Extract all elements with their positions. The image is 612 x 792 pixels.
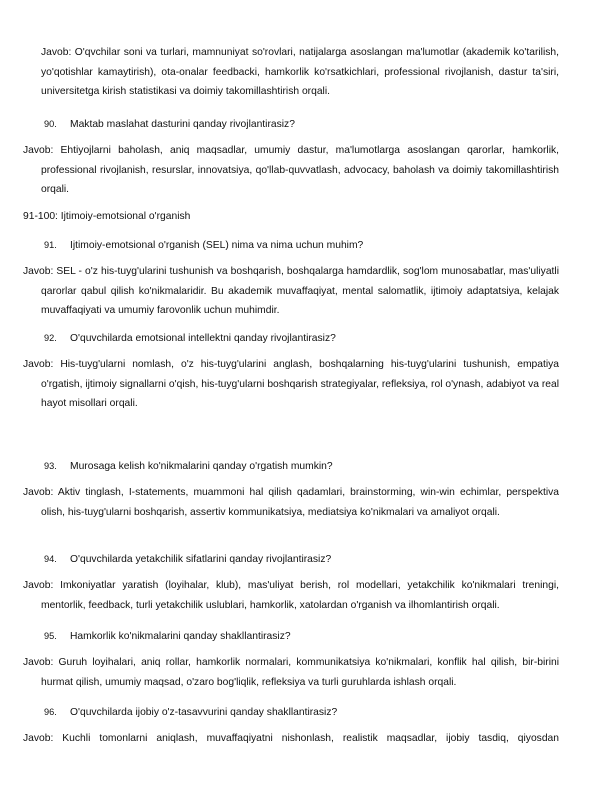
question-text: Maktab maslahat dasturini qanday rivojlantirasiz? xyxy=(70,119,295,130)
answer-91: Javob: SEL - o'z his-tuyg'ularini tushunish va boshqarish, boshqalarga hamdardlik, sog'lom munosabatlar, mas'uliyatli qarorlar qabul qilish ko'nikmalaridir. Bu akademik muvaffaqiyat, mental salomatlik, ijtimoiy adaptatsiya, kelajak muvaffaqiyati va umumiy farovonlik uchun muhimdir. xyxy=(23,266,559,316)
question-93 xyxy=(44,459,559,474)
question-95 xyxy=(44,629,559,644)
section-title: 91-100: Ijtimoiy-emotsional o'rganish xyxy=(23,211,191,222)
question-number: 90. xyxy=(44,119,57,129)
question-text: Murosaga kelish ko'nikmalarini qanday o'rgatish mumkin? xyxy=(70,461,333,472)
question-text: O'quvchilarda yetakchilik sifatlarini qanday rivojlantirasiz? xyxy=(70,554,332,565)
question-90 xyxy=(44,117,559,132)
question-number: 96. xyxy=(44,707,57,717)
question-text: O'quvchilarda ijobiy o'z-tasavvurini qanday shakllantirasiz? xyxy=(70,707,338,718)
question-number: 94. xyxy=(44,554,57,564)
question-text: Ijtimoiy-emotsional o'rganish (SEL) nima va nima uchun muhim? xyxy=(70,240,364,251)
question-number: 92. xyxy=(44,333,57,343)
answer-95: Javob: Guruh loyihalari, aniq rollar, hamkorlik normalari, kommunikatsiya ko'nikmalari, konflik hal qilish, bir-birini hurmat qilish, umumiy maqsad, o'zaro bog'liqlik, refleksiya va turli guruhlarda ishlash orqali. xyxy=(23,657,559,688)
answer-continuation: Javob: O'qvchilar soni va turlari, mamnuniyat so'rovlari, natijalarga asoslangan ma'lumotlar (akademik ko'tarilish, yo'qotishlar kamaytirish), ota-onalar feedbacki, hamkorlik ko'rsatkichlari, professional rivojlanish, dastur ta'siri, universitetga kirish statistikasi va doimiy takomillashtirish orqali. xyxy=(41,47,559,97)
question-text: O'quvchilarda emotsional intellektni qanday rivojlantirasiz? xyxy=(70,333,336,344)
answer-96: Javob: Kuchli tomonlarni aniqlash, muvaffaqiyatni nishonlash, realistik maqsadlar, ijobiy tasdiq, qiyosdan xyxy=(23,733,559,744)
question-number: 95. xyxy=(44,631,57,641)
question-91 xyxy=(44,238,559,253)
answer-93: Javob: Aktiv tinglash, I-statements, muammoni hal qilish qadamlari, brainstorming, win-win echimlar, perspektiva olish, his-tuyg'ularni boshqarish, assertiv kommunikatsiya, mediatsiya ko'nikmalari va amaliyot orqali. xyxy=(23,487,559,518)
answer-94: Javob: Imkoniyatlar yaratish (loyihalar, klub), mas'uliyat berish, rol modellari, yetakchilik ko'nikmalari treningi, mentorlik, feedback, turli yetakchilik uslublari, hamkorlik, xatolardan o'rganish va ilhomlantirish orqali. xyxy=(23,580,559,611)
answer-90: Javob: Ehtiyojlarni baholash, aniq maqsadlar, umumiy dastur, ma'lumotlarga asoslangan qarorlar, hamkorlik, professional rivojlanish, resurslar, innovatsiya, qo'llab-quvvatlash, advocacy, baholash va doimiy takomillashtirish orqali. xyxy=(23,145,559,195)
question-number: 91. xyxy=(44,240,57,250)
question-96 xyxy=(44,705,559,720)
question-94 xyxy=(44,552,559,567)
question-text: Hamkorlik ko'nikmalarini qanday shakllantirasiz? xyxy=(70,631,291,642)
answer-92: Javob: His-tuyg'ularni nomlash, o'z his-tuyg'ularini anglash, boshqalarning his-tuyg'ularini tushunish, empatiya o'rgatish, ijtimoiy signallarni o'qish, his-tuyg'ularni boshqarish strategiyalar, refleksiya, rol o'ynash, adabiyot va real hayot misollari orqali. xyxy=(23,359,559,409)
question-number: 93. xyxy=(44,461,57,471)
question-92 xyxy=(44,331,559,346)
